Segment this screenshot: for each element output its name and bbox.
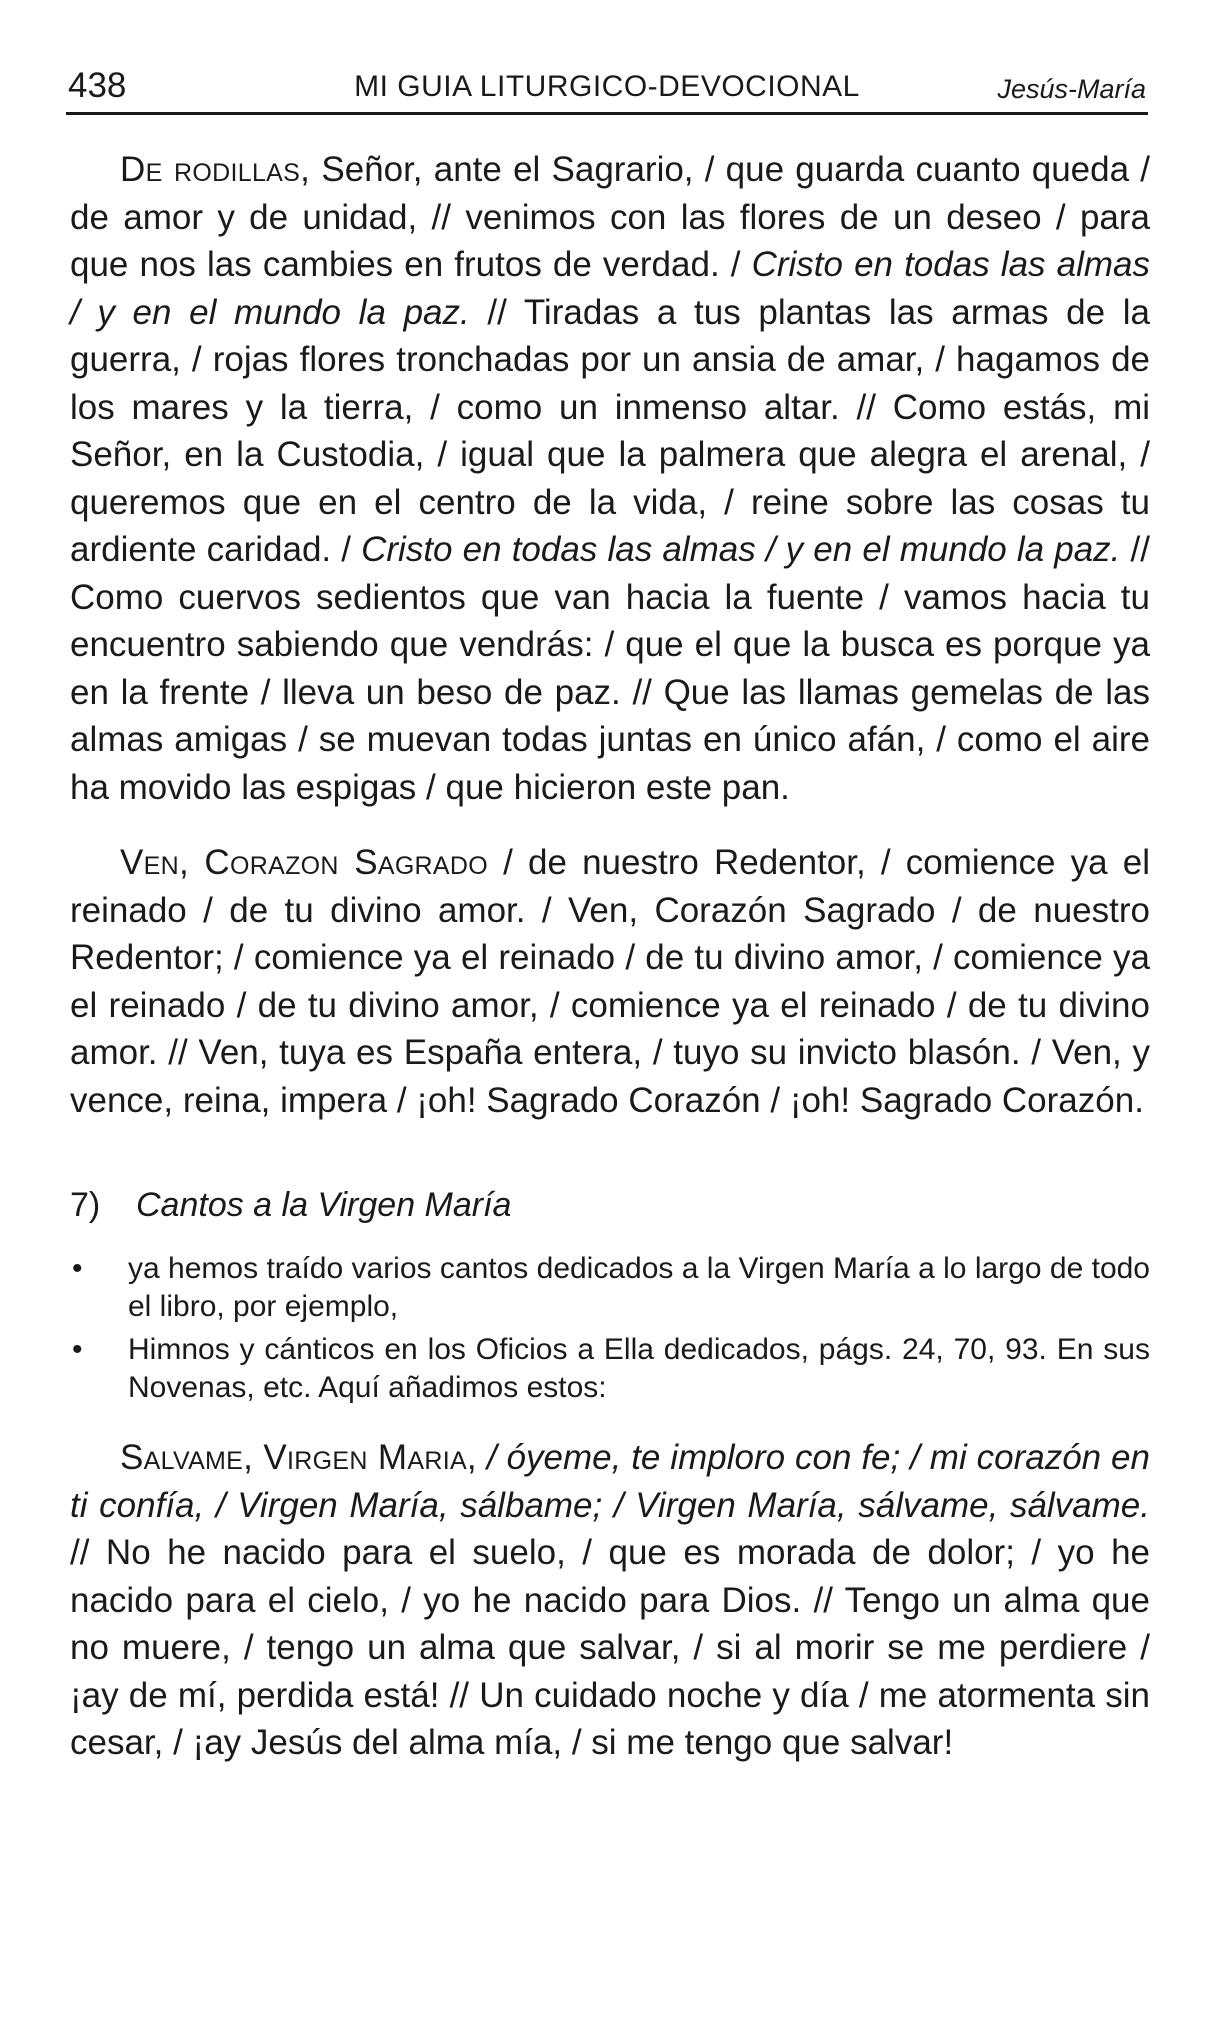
prayer-1-text-3: // Como cuervos sedientos que van hacia la fuente / vamos hacia tu encuentro sabiendo que vendrás: / que el que la busca es porque ya en la frente / lleva un beso de paz. // Que las llamas gemelas de las almas amigas / se muevan todas juntas en único afán, / como el aire ha movido las espigas / que hicieron este pan. (70, 530, 1150, 807)
bullet-icon: • (72, 1333, 83, 1366)
prayer-2-lead: Ven, Corazon Sagrado (120, 843, 488, 882)
prayer-3-lead: Salvame, Virgen Maria, (120, 1438, 477, 1477)
prayer-paragraph-2 (70, 839, 1150, 1124)
section-number: 7) (70, 1186, 101, 1224)
list-item-text: ya hemos traído varios cantos dedicados a la Virgen María a lo largo de todo el libro, por ejemplo, (128, 1252, 1150, 1323)
prayer-1-text-2: // Tiradas a tus plantas las armas de la guerra, / rojas flores tronchadas por un ansia de amar, / hagamos de los mares y la tierra, / como un inmenso altar. // Como estás, mi Señor, en la Custodia, / igual que la palmera que alegra el arenal, / queremos que en el centro de la vida, / reine sobre las cosas tu ardiente caridad. / (70, 292, 1150, 569)
prayer-3-text: // No he nacido para el suelo, / que es morada de dolor; / yo he nacido para el cielo, / yo he nacido para Dios. // Tengo un alma que no muere, / tengo un alma que salvar, / si al morir se me perdiere / ¡ay de mí, perdida está! // Un cuidado noche y día / me atormenta sin cesar, / ¡ay Jesús del alma mía, / si me tengo que salvar! (70, 1533, 1150, 1762)
section-heading (70, 1182, 1150, 1228)
page-header (66, 62, 1148, 118)
running-title: MI GUIA LITURGICO-DEVOCIONAL (354, 70, 860, 103)
prayer-1-refrain-2: Cristo en todas las almas / y en el mundo la paz. (361, 530, 1121, 569)
list-item (70, 1331, 1150, 1406)
list-item (70, 1250, 1150, 1325)
running-section: Jesús-María (997, 74, 1146, 104)
page-body (70, 146, 1150, 1767)
prayer-paragraph-1 (70, 146, 1150, 811)
prayer-1-refrain-1: Cristo en todas las almas / y en el mundo la paz. (70, 245, 1150, 332)
bullet-icon: • (72, 1252, 83, 1285)
list-item-text: Himnos y cánticos en los Oficios a Ella dedicados, págs. 24, 70, 93. En sus Novenas, etc. Aquí añadimos estos: (128, 1333, 1150, 1404)
page-number: 438 (68, 66, 127, 105)
prayer-1-text-1: Señor, ante el Sagrario, / que guarda cuanto queda / de amor y de unidad, // venimos con las flores de un deseo / para que nos las cambies en frutos de verdad. / (70, 150, 1151, 284)
header-rule (66, 112, 1148, 115)
prayer-3-refrain: / óyeme, te imploro con fe; / mi corazón en ti confía, / Virgen María, sálbame; / Virgen María, sálvame, sálvame. (70, 1438, 1150, 1525)
prayer-paragraph-3 (70, 1434, 1150, 1767)
prayer-1-lead: De rodillas, (120, 150, 311, 189)
section-title: Cantos a la Virgen María (136, 1186, 512, 1224)
prayer-2-text: / de nuestro Redentor, / comience ya el reinado / de tu divino amor. / Ven, Corazón Sagrado / de nuestro Redentor; / comience ya el reinado / de tu divino amor, / comience ya el reinado / de tu divino amor, / comience ya el reinado / de tu divino amor. // Ven, tuya es España entera, / tuyo su invicto blasón. / Ven, y vence, reina, impera / ¡oh! Sagrado Corazón / ¡oh! Sagrado Corazón. (70, 843, 1150, 1120)
bullet-list (70, 1250, 1150, 1406)
